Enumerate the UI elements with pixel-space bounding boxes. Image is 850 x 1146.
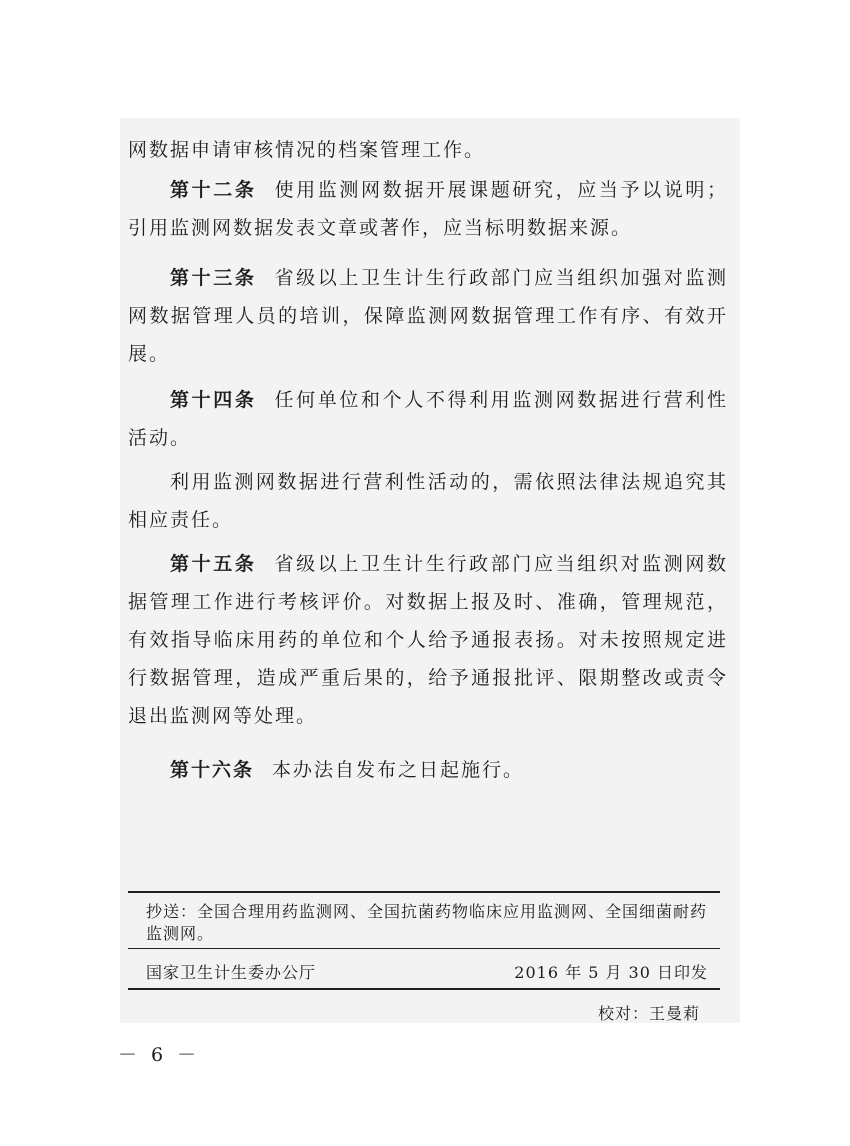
issuing-office: 国家卫生计生委办公厅 [146, 963, 317, 982]
article-15-text: 省级以上卫生计生行政部门应当组织对监测网数据管理工作进行考核评价。对数据上报及时、准确，管理规范，有效指导临床用药的单位和个人给予通报表扬。对未按照规定进行数据管理，造成严重后果的，给予通报批评、限期整改或责令退出监测网等处理。 [128, 553, 728, 727]
article-13-text: 省级以上卫生计生行政部门应当组织加强对监测网数据管理人员的培训，保障监测网数据管理工作有序、有效开展。 [128, 267, 728, 365]
footer-middle-rule [128, 948, 720, 949]
proofreader: 校对：王曼莉 [597, 1004, 700, 1023]
article-14-number: 第十四条 [170, 389, 257, 411]
article-15 [128, 545, 728, 735]
article-12-text: 使用监测网数据开展课题研究，应当予以说明；引用监测网数据发表文章或著作，应当标明数据来源。 [128, 179, 728, 239]
article-16 [128, 751, 728, 789]
article-16-text: 本办法自发布之日起施行。 [272, 759, 525, 781]
article-12 [128, 171, 728, 247]
article-14-text: 任何单位和个人不得利用监测网数据进行营利性活动。 [128, 389, 728, 449]
print-date: 2016 年 5 月 30 日印发 [514, 963, 708, 982]
footer-bottom-rule [128, 988, 720, 990]
article-15-number: 第十五条 [170, 553, 257, 575]
article-14 [128, 381, 728, 457]
page-number: － 6 － [118, 1044, 201, 1066]
paragraph-continuation: 网数据申请审核情况的档案管理工作。 [128, 139, 486, 161]
article-13-number: 第十三条 [170, 267, 257, 289]
footer-top-rule [128, 891, 720, 893]
article-13 [128, 259, 728, 373]
article-16-number: 第十六条 [170, 759, 255, 781]
cc-recipients: 全国合理用药监测网、全国抗菌药物临床应用监测网、全国细菌耐药监测网。 [146, 902, 708, 943]
cc-block [146, 901, 716, 945]
article-12-number: 第十二条 [170, 179, 257, 201]
cc-label: 抄送： [146, 902, 198, 921]
article-14-paragraph-2: 利用监测网数据进行营利性活动的，需依照法律法规追究其相应责任。 [128, 471, 728, 531]
